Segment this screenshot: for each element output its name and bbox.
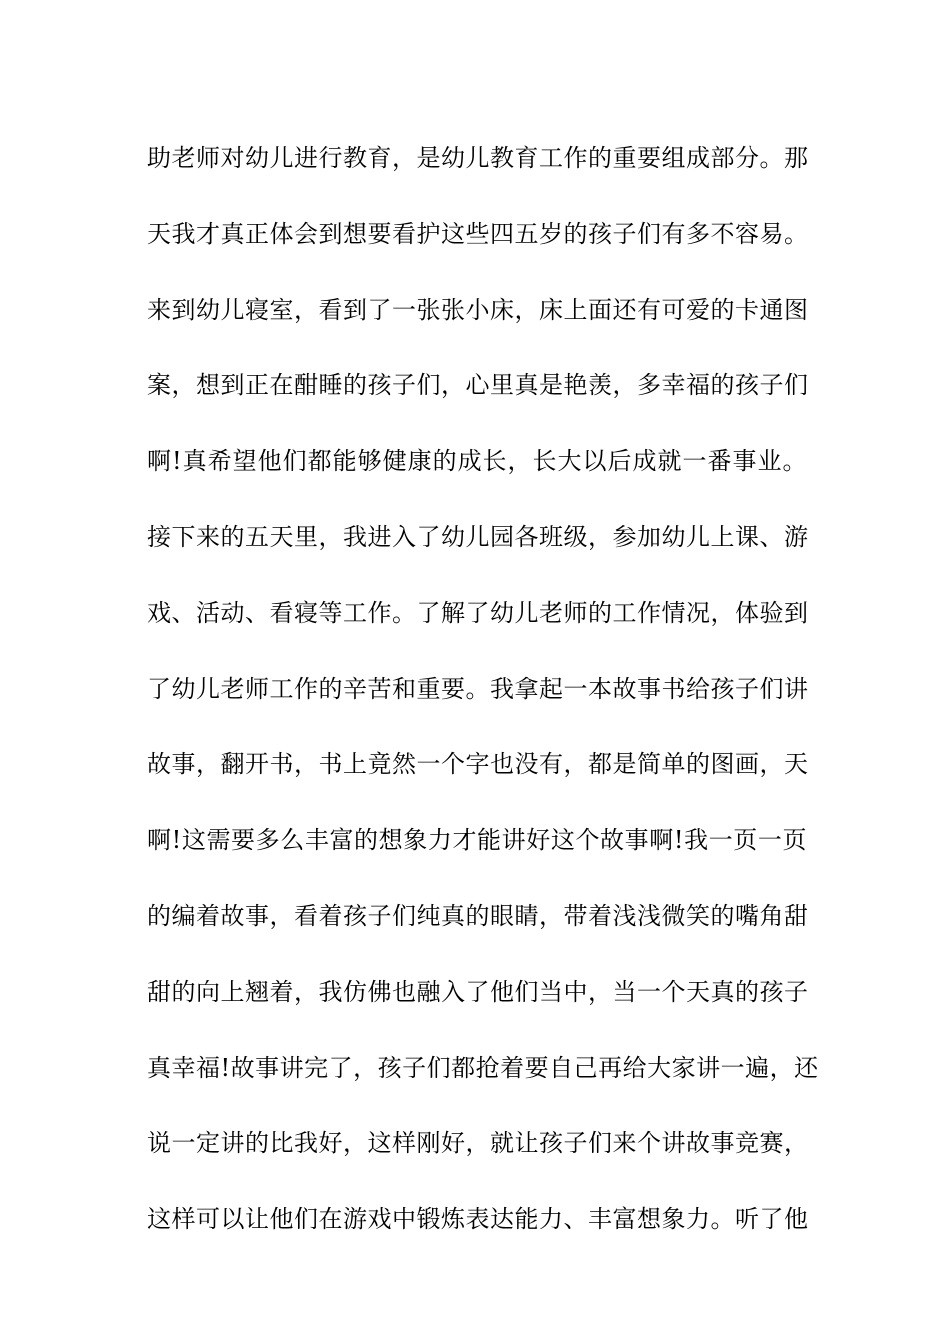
text-line-13: 真幸福!故事讲完了，孩子们都抢着要自己再给大家讲一遍，还 xyxy=(147,1053,819,1082)
text-line-9: 故事，翻开书，书上竟然一个字也没有，都是简单的图画，天 xyxy=(147,750,809,779)
text-line-11: 的编着故事，看着孩子们纯真的眼睛，带着浅浅微笑的嘴角甜 xyxy=(147,901,809,930)
text-line-1: 助老师对幼儿进行教育，是幼儿教育工作的重要组成部分。那 xyxy=(147,144,809,172)
text-line-8: 了幼儿老师工作的辛苦和重要。我拿起一本故事书给孩子们讲 xyxy=(147,674,809,703)
text-line-10: 啊!这需要多么丰富的想象力才能讲好这个故事啊!我一页一页 xyxy=(147,826,807,855)
text-line-14: 说一定讲的比我好，这样刚好，就让孩子们来个讲故事竞赛， xyxy=(147,1129,809,1158)
text-line-5: 啊!真希望他们都能够健康的成长，长大以后成就一番事业。 xyxy=(147,447,807,476)
text-line-7: 戏、活动、看寝等工作。了解了幼儿老师的工作情况，体验到 xyxy=(147,598,809,627)
text-line-6: 接下来的五天里，我进入了幼儿园各班级，参加幼儿上课、游 xyxy=(147,522,809,551)
text-line-4: 案，想到正在酣睡的孩子们，心里真是艳羡，多幸福的孩子们 xyxy=(147,371,809,400)
text-line-3: 来到幼儿寝室，看到了一张张小床，床上面还有可爱的卡通图 xyxy=(147,295,809,324)
body-text xyxy=(147,131,819,1268)
text-line-15: 这样可以让他们在游戏中锻炼表达能力、丰富想象力。听了他 xyxy=(147,1205,809,1234)
text-line-12: 甜的向上翘着，我仿佛也融入了他们当中，当一个天真的孩子 xyxy=(147,977,809,1006)
text-line-2: 天我才真正体会到想要看护这些四五岁的孩子们有多不容易。 xyxy=(147,219,809,248)
